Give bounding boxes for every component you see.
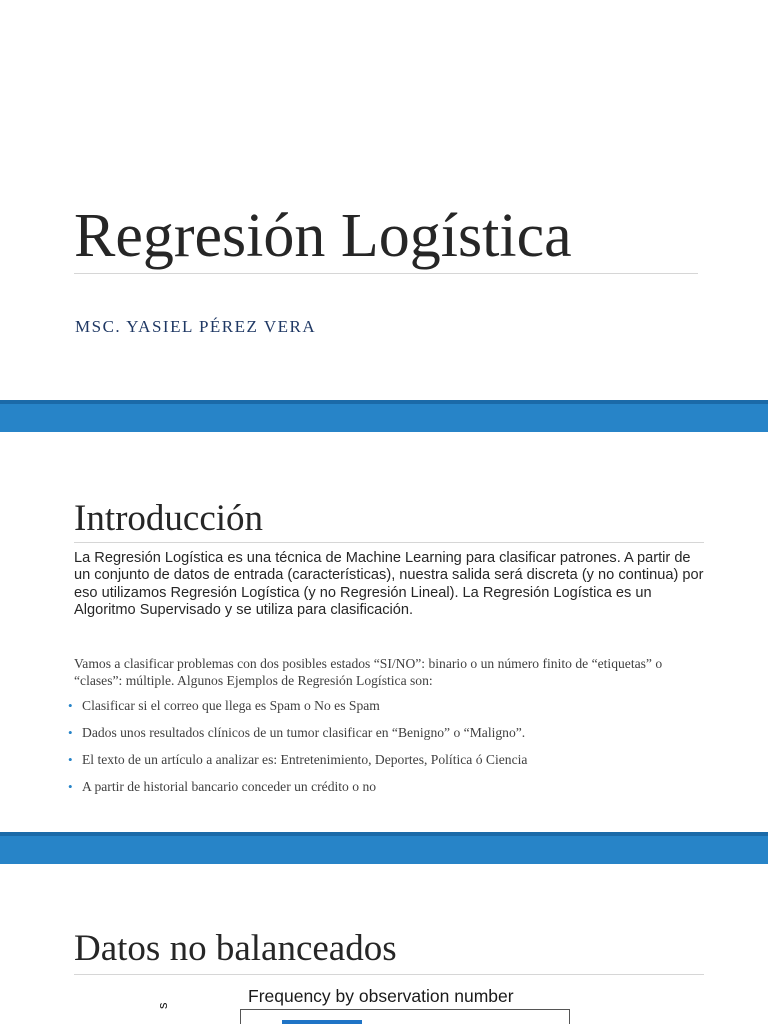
slide-title: [0, 0, 768, 400]
author-subtitle: MSC. YASIEL PÉREZ VERA: [75, 317, 317, 336]
list-item: [68, 697, 527, 724]
list-item: [68, 778, 527, 805]
list-item-text: Dados unos resultados clínicos de un tumor clasificar en “Benigno” o “Maligno”.: [82, 725, 526, 740]
chart-ylabel: s: [155, 1002, 170, 1009]
heading-divider: [74, 542, 704, 543]
slide-introduccion: [0, 432, 768, 832]
list-item-text: Clasificar si el correo que llega es Spam o No es Spam: [82, 698, 380, 713]
bullet-icon: •: [68, 779, 73, 794]
chart-plot-area: [240, 1009, 570, 1024]
list-item: [68, 724, 527, 751]
examples-list: [68, 697, 527, 805]
chart-bar: [282, 1020, 362, 1024]
slide-datos-no-balanceados: [0, 864, 768, 1024]
slide-separator: [0, 400, 768, 432]
examples-intro: Vamos a clasificar problemas con dos posibles estados “SI/NO”: binario o un número finito de “etiquetas” o “clases”: múltiple. Algunos Ejemplos de Regresión Logística son:: [74, 656, 663, 688]
title-divider: [74, 273, 698, 274]
heading-divider: [74, 974, 704, 975]
slide-title-heading: Regresión Logística: [74, 202, 572, 270]
chart-title: Frequency by observation number: [248, 986, 514, 1006]
slide-heading: Datos no balanceados: [74, 928, 397, 969]
bullet-icon: •: [68, 698, 73, 713]
bullet-icon: •: [68, 725, 73, 740]
slide-separator: [0, 832, 768, 864]
list-item-text: El texto de un artículo a analizar es: Entretenimiento, Deportes, Política ó Ciencia: [82, 752, 528, 767]
intro-paragraph: La Regresión Logística es una técnica de Machine Learning para clasificar patrones. A partir de un conjunto de datos de entrada (características), nuestra salida será discreta (y no continua) por eso utilizamos Regresión Logística (y no Regresión Lineal). La Regresión Logística es un Algoritmo Supervisado y se utiliza para clasificación.: [74, 550, 704, 618]
list-item-text: A partir de historial bancario conceder un crédito o no: [82, 779, 377, 794]
slide-heading: Introducción: [74, 498, 264, 539]
list-item: [68, 751, 527, 778]
bullet-icon: •: [68, 752, 73, 767]
